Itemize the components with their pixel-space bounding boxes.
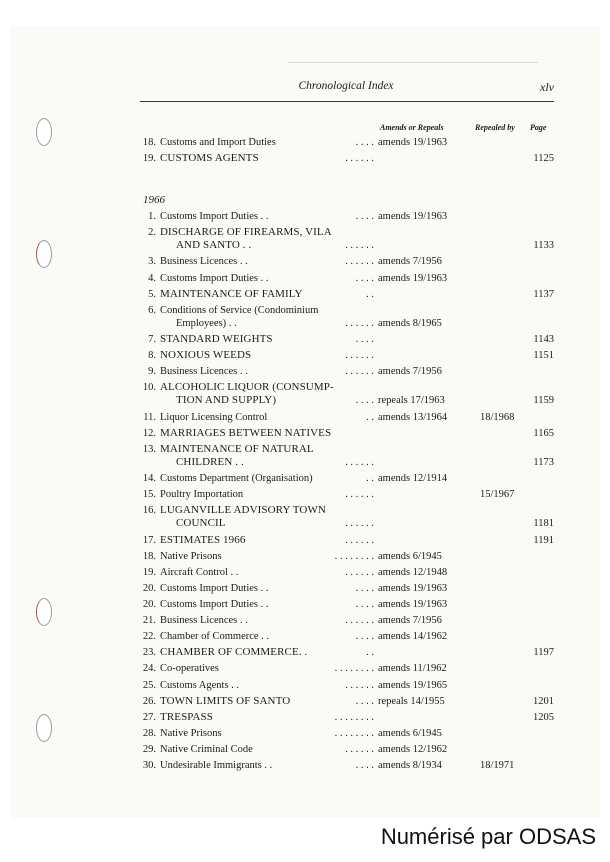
dot-leader: . . . . . . — [345, 317, 374, 329]
header-title: Chronological Index — [298, 80, 394, 92]
entry-title-line: ALCOHOLIC LIQUOR (CONSUMP- — [160, 381, 334, 394]
amends-value: amends 7/1956 — [378, 256, 442, 268]
amends-value: amends 7/1956 — [378, 615, 442, 627]
entry-title-line: ESTIMATES 1966 — [160, 533, 246, 546]
dot-leader: . . . . . . — [345, 489, 374, 501]
index-entry — [138, 381, 554, 407]
amends-value: amends 19/1965 — [378, 679, 448, 691]
page-value: 1205 — [533, 711, 554, 723]
dot-leader: . . — [366, 288, 374, 300]
entry-title-line: NOXIOUS WEEDS — [160, 349, 252, 362]
dot-leader: . . . . . . . . — [334, 663, 374, 675]
entry-title-line: Employees) . . — [176, 317, 237, 329]
entry-number: 6. — [148, 304, 156, 316]
dot-leader: . . . . . . — [345, 566, 374, 578]
amends-value: repeals 14/1955 — [378, 695, 445, 707]
index-entry — [138, 255, 554, 268]
index-entry — [138, 614, 554, 627]
entry-title-line: DISCHARGE OF FIREARMS, VILA — [160, 226, 332, 239]
amends-value: amends 14/1962 — [378, 631, 448, 643]
punch-hole — [36, 240, 52, 268]
punch-hole — [36, 714, 52, 742]
page-value: 1151 — [533, 350, 554, 362]
dot-leader: . . . . — [355, 631, 374, 643]
amends-value: amends 19/1963 — [378, 582, 448, 594]
index-entry — [138, 711, 554, 724]
entry-number: 16. — [142, 505, 156, 517]
entry-number: 10. — [142, 382, 156, 394]
index-entry — [138, 582, 554, 595]
index-entry — [138, 550, 554, 563]
entry-title-line: TRESPASS — [160, 710, 213, 723]
index-entry — [138, 679, 554, 692]
entry-title-line: Native Prisons — [160, 727, 222, 739]
entry-title-line: STANDARD WEIGHTS — [160, 333, 273, 345]
entry-title-line: CHILDREN . . — [176, 455, 244, 468]
entry-number: 21. — [142, 615, 156, 627]
index-entry — [138, 411, 554, 424]
entry-title-line: Business Licences . . — [160, 615, 248, 627]
entry-title-line: Customs Import Duties . . — [160, 211, 269, 222]
entry-number: 17. — [142, 534, 156, 546]
entry-number: 13. — [142, 443, 156, 455]
amends-value: amends 19/1963 — [378, 599, 448, 610]
entry-number: 26. — [142, 695, 156, 707]
index-entry — [138, 272, 554, 285]
dot-leader: . . . . — [355, 334, 374, 345]
running-header — [138, 80, 554, 100]
entry-number: 28. — [142, 727, 156, 739]
entry-number: 5. — [148, 288, 156, 300]
entry-title-line: Customs and Import Duties — [160, 137, 276, 148]
entry-number: 19. — [142, 566, 156, 578]
page-value: 1133 — [533, 240, 554, 252]
entry-title-line: AND SANTO . . — [176, 239, 252, 252]
page-value: 1125 — [533, 153, 554, 165]
entry-number: 4. — [148, 272, 156, 284]
entry-title-line: Co-operatives — [160, 663, 219, 675]
repealed-by-value: 15/1967 — [480, 489, 515, 501]
amends-value: amends 12/1962 — [378, 743, 448, 755]
index-entry — [138, 210, 554, 223]
dot-leader: . . . . — [355, 137, 374, 148]
amends-value: repeals 17/1963 — [378, 395, 445, 407]
index-entry — [138, 365, 554, 378]
dot-leader: . . . . — [355, 395, 374, 407]
entry-number: 12. — [142, 427, 156, 439]
amends-value: amends 13/1964 — [378, 411, 448, 423]
entry-title-line: Aircraft Control . . — [160, 566, 239, 578]
entry-title-line: TOWN LIMITS OF SANTO — [160, 694, 291, 707]
entry-title-line: Business Licences . . — [160, 256, 248, 268]
index-entry — [138, 743, 554, 756]
entry-number: 11. — [143, 411, 156, 423]
index-entry — [138, 443, 554, 469]
dot-leader: . . . . . . — [345, 679, 374, 691]
amends-value: amends 12/1948 — [378, 566, 448, 578]
page-value: 1197 — [533, 647, 554, 659]
dot-leader: . . . . . . — [345, 153, 374, 165]
bleed-through-line — [288, 62, 538, 63]
repealed-by-value: 18/1971 — [480, 760, 515, 771]
index-entry — [138, 598, 554, 611]
dot-leader: . . — [366, 411, 374, 423]
entry-title-line: LUGANVILLE ADVISORY TOWN — [160, 504, 326, 517]
entry-number: 24. — [142, 663, 156, 675]
entry-number: 29. — [142, 743, 156, 755]
entry-title-line: CUSTOMS AGENTS — [160, 152, 259, 165]
entry-title-line: Conditions of Service (Condominium — [160, 304, 319, 316]
entry-title-line: Customs Agents . . — [160, 679, 240, 691]
entry-number: 20. — [142, 599, 156, 610]
entry-number: 15. — [142, 489, 156, 501]
entry-number: 27. — [142, 711, 156, 723]
entry-number: 18. — [142, 550, 156, 562]
entry-title-line: Customs Import Duties . . — [160, 582, 269, 594]
amends-value: amends 8/1965 — [378, 317, 442, 329]
entry-title-line: Business Licences . . — [160, 366, 248, 378]
index-entry — [138, 304, 554, 330]
entry-title-line: MAINTENANCE OF FAMILY — [160, 287, 303, 300]
entry-title-line: Customs Import Duties . . — [160, 272, 269, 284]
entry-title-line: Native Criminal Code — [160, 743, 253, 755]
dot-leader: . . . . . . — [345, 350, 374, 362]
index-entry — [138, 630, 554, 643]
index-entry — [138, 349, 554, 362]
dot-leader: . . . . — [355, 695, 374, 707]
page-value: 1191 — [533, 534, 554, 546]
page-value: 1165 — [533, 427, 554, 439]
index-entry — [138, 136, 554, 149]
index-entry — [138, 759, 554, 772]
amends-value: amends 19/1963 — [378, 272, 448, 284]
dot-leader: . . . . — [355, 582, 374, 594]
entry-title-line: Customs Department (Organisation) — [160, 473, 313, 485]
index-entry — [138, 566, 554, 579]
index-entry — [138, 152, 554, 165]
index-entry — [138, 288, 554, 301]
index-entry — [138, 427, 554, 440]
amends-value: amends 12/1914 — [378, 473, 448, 485]
page-value: 1143 — [533, 334, 554, 345]
entry-number: 14. — [142, 473, 156, 485]
dot-leader: . . . . — [355, 599, 374, 610]
index-entry — [138, 504, 554, 530]
index-entry — [138, 646, 554, 659]
dot-leader: . . . . . . — [345, 743, 374, 755]
punch-hole — [36, 118, 52, 146]
entry-number: 25. — [142, 679, 156, 691]
dot-leader: . . . . . . — [345, 366, 374, 378]
amends-value: amends 7/1956 — [378, 366, 442, 378]
header-page-number: xlv — [540, 80, 554, 94]
punch-hole — [36, 598, 52, 626]
entry-number: 2. — [148, 227, 156, 239]
page-value: 1181 — [533, 518, 554, 530]
entry-title-line: CHAMBER OF COMMERCE. . — [160, 646, 308, 659]
dot-leader: . . . . — [355, 272, 374, 284]
repealed-by-value: 18/1968 — [480, 411, 515, 423]
entry-number: 1. — [148, 211, 156, 222]
entry-title-line: Poultry Importation — [160, 489, 244, 501]
dot-leader: . . . . . . — [345, 240, 374, 252]
page-value: 1173 — [533, 456, 554, 468]
entry-number: 3. — [148, 256, 156, 268]
entry-number: 30. — [142, 760, 156, 771]
entry-number: 18. — [142, 137, 156, 148]
page-value: 1137 — [533, 288, 554, 300]
entry-number: 8. — [148, 350, 156, 362]
dot-leader: . . . . . . — [345, 256, 374, 268]
entry-number: 22. — [142, 631, 156, 643]
amends-value: amends 8/1934 — [378, 760, 442, 771]
entry-title-line: Liquor Licensing Control — [160, 411, 268, 423]
entry-title-line: TION AND SUPPLY) — [176, 394, 277, 407]
column-header-repealed: Repealed by — [475, 123, 515, 132]
dot-leader: . . . . . . — [345, 456, 374, 468]
entry-title-line: Chamber of Commerce . . — [160, 631, 270, 643]
page-value: 1201 — [533, 695, 554, 707]
amends-value: amends 11/1962 — [378, 663, 447, 675]
index-entry — [138, 727, 554, 740]
entry-title-line: Customs Import Duties . . — [160, 599, 269, 610]
amends-value: amends 6/1945 — [378, 727, 442, 739]
dot-leader: . . . . . . — [345, 615, 374, 627]
entry-title-line: MAINTENANCE OF NATURAL — [160, 442, 314, 455]
entry-title-line: Native Prisons — [160, 550, 222, 562]
index-entry — [138, 488, 554, 501]
dot-leader: . . . . — [355, 211, 374, 222]
index-entry — [138, 695, 554, 708]
entry-title-line: Undesirable Immigrants . . — [160, 760, 273, 771]
column-header-amends: Amends or Repeals — [380, 123, 444, 132]
dot-leader: . . — [366, 473, 374, 485]
year-heading: 1966 — [143, 194, 165, 206]
index-entry — [138, 534, 554, 547]
dot-leader: . . — [366, 647, 374, 659]
index-entry — [138, 472, 554, 485]
entry-title-line: MARRIAGES BETWEEN NATIVES — [160, 426, 332, 439]
dot-leader: . . . . . . — [345, 518, 374, 530]
header-rule — [140, 101, 554, 102]
entry-number: 19. — [142, 153, 156, 165]
page-value: 1159 — [533, 395, 554, 407]
column-header-page: Page — [530, 123, 547, 132]
dot-leader: . . . . . . . . — [334, 711, 374, 723]
digitized-watermark: Numérisé par ODSAS — [380, 824, 596, 849]
index-entry — [138, 226, 554, 252]
entry-number: 20. — [142, 582, 156, 594]
index-entry — [138, 662, 554, 675]
entry-number: 23. — [142, 647, 156, 659]
dot-leader: . . . . — [355, 760, 374, 771]
amends-value: amends 19/1963 — [378, 211, 448, 222]
dot-leader: . . . . . . . . — [334, 727, 374, 739]
entry-number: 7. — [148, 334, 156, 345]
entry-number: 9. — [148, 366, 156, 378]
dot-leader: . . . . . . — [345, 534, 374, 546]
amends-value: amends 6/1945 — [378, 550, 442, 562]
index-entry — [138, 333, 554, 346]
amends-value: amends 19/1963 — [378, 137, 448, 148]
dot-leader: . . . . . . . . — [334, 550, 374, 562]
entry-title-line: COUNCIL — [176, 517, 226, 530]
